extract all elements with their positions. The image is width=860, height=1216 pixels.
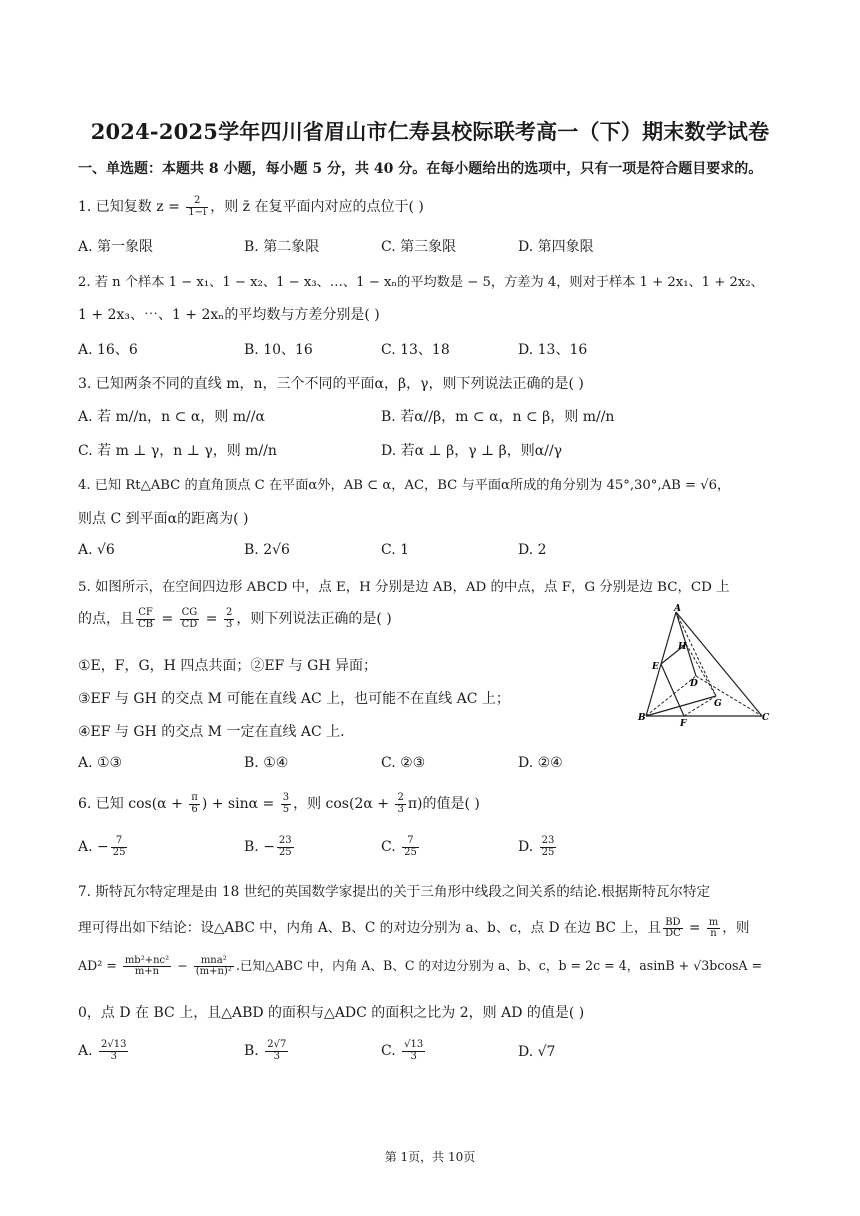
question-7-line3: AD² = $\frac{\text{mb²+nc²}}{m+n}$ − $\frac{\text{mna²}}{\text{(m+n)²}}$ .已知△ABC 中，内角 A、B、C 的对边分别为 a、b、c，b = 2c = 4，asinB + √3bcosA = [78, 954, 763, 977]
question-4-line2: 则点 C 到平面α的距离为( ) [78, 511, 249, 527]
fraction: $\frac{\pi}{6}$ [191, 792, 198, 815]
option-d[interactable]: D. 13、16 [518, 342, 588, 358]
option-c[interactable]: C. 第三象限 [381, 239, 457, 255]
option-b[interactable]: B. − $\frac{23}{25}$ [244, 835, 292, 858]
question-5: 5. 如图所示，在空间四边形 ABCD 中，点 E，H 分别是边 AB，AD 的中点，点 F，G 分别是边 BC，CD 上 [78, 580, 730, 595]
option-b[interactable]: B. 若α//β，m ⊂ α，n ⊂ β，则 m//n [381, 409, 615, 425]
option-b[interactable]: B. ①④ [244, 755, 289, 771]
question-2-line2: 1 + 2x₃、⋯、1 + 2xₙ的平均数与方差分别是( ) [78, 307, 380, 323]
option-a[interactable]: A. 若 m//n，n ⊂ α，则 m//α [78, 409, 265, 425]
option-d[interactable]: D. ②④ [518, 755, 563, 771]
statement-2: ③EF 与 GH 的交点 M 可能在直线 AC 上，也可能不在直线 AC 上； [78, 691, 510, 707]
label-f: F [680, 719, 687, 728]
question-4: 4. 已知 Rt△ABC 的直角顶点 C 在平面α外，AB ⊂ α，AC，BC 与平面α所成的角分别为 45°,30°,AB = √6， [78, 478, 731, 493]
label-a: A [674, 604, 681, 614]
question-3: 3. 已知两条不同的直线 m，n，三个不同的平面α，β，γ，则下列说法正确的是( ) [78, 376, 584, 392]
option-d[interactable]: D. √7 [518, 1044, 556, 1060]
option-d[interactable]: D. $\frac{23}{25}$ [518, 835, 555, 858]
option-a[interactable]: A. 16、6 [78, 342, 138, 358]
label-c: C [762, 713, 770, 723]
question-text: ，则 z̄ 在复平面内对应的点位于( ) [210, 199, 424, 215]
option-b[interactable]: B. $\frac{2√7}{3}$ [244, 1039, 287, 1062]
page-footer: 第 1页，共 10页 [384, 1150, 476, 1164]
statement-1: ①E，F，G，H 四点共面；②EF 与 GH 异面； [78, 658, 378, 674]
question-1 [78, 196, 424, 218]
option-c[interactable]: C. 13、18 [381, 342, 450, 358]
fraction: $\frac{2}{3}$ [225, 607, 233, 630]
fraction: $\frac{3}{5}$ [282, 792, 290, 815]
option-d[interactable]: D. 第四象限 [518, 239, 594, 255]
option-c[interactable]: C. 1 [381, 542, 410, 558]
option-a[interactable]: A. − $\frac{7}{25}$ [78, 835, 126, 858]
fraction: $\frac{CF}{CB}$ [138, 607, 153, 630]
option-b[interactable]: B. 10、16 [244, 342, 313, 358]
fraction: $\frac{2}{3}$ [397, 792, 404, 815]
label-d: D [690, 679, 698, 689]
fraction: $\frac{m}{n}$ [708, 916, 719, 939]
label-e: E [652, 662, 659, 672]
option-a[interactable]: A. $\frac{2√13}{3}$ [78, 1039, 127, 1062]
option-b[interactable]: B. 2√6 [244, 542, 290, 558]
option-b[interactable]: B. 第二象限 [244, 239, 320, 255]
question-7: 7. 斯特瓦尔特定理是由 18 世纪的英国数学家提出的关于三角形中线段之间关系的结论.根据斯特瓦尔特定 [78, 884, 711, 900]
option-d[interactable]: D. 若α ⊥ β，γ ⊥ β，则α//γ [381, 443, 563, 459]
option-a[interactable]: A. 第一象限 [78, 239, 154, 255]
option-c[interactable]: C. 若 m ⊥ γ，n ⊥ γ，则 m//n [78, 443, 277, 459]
option-c[interactable]: C. ②③ [381, 755, 426, 771]
label-b: B [638, 713, 646, 723]
fraction: $\frac{\text{mb²+nc²}}{m+n}$ [124, 954, 170, 977]
fraction: $\frac{BD}{DC}$ [665, 916, 681, 939]
question-5-line2: 的点，且 $\frac{CF}{CB}$ = $\frac{CG}{CD}$ = $\frac{2}{3}$ ，则下列说法正确的是( ) [78, 607, 392, 630]
option-a[interactable]: A. √6 [78, 542, 115, 558]
option-a[interactable]: A. ①③ [78, 755, 123, 771]
statement-3: ④EF 与 GH 的交点 M 一定在直线 AC 上. [78, 724, 345, 740]
fraction: $\frac{2}{1-i}$ [188, 195, 207, 218]
page-title: 2024-2025学年四川省眉山市仁寿县校际联考高一（下）期末数学试卷 [90, 119, 770, 144]
label-h: H [678, 642, 687, 652]
tetrahedron-figure [634, 604, 774, 728]
question-7-line4: 0，点 D 在 BC 上，且△ABD 的面积与△ADC 的面积之比为 2，则 AD 的值是( ) [78, 1005, 585, 1021]
label-g: G [714, 699, 722, 709]
option-c[interactable]: C. $\frac{√13}{3}$ [381, 1039, 424, 1062]
option-c[interactable]: C. $\frac{7}{25}$ [381, 835, 417, 858]
fraction: $\frac{\text{mna²}}{\text{(m+n)²}}$ [195, 954, 232, 977]
question-text: 1. 已知复数 z = [78, 199, 185, 215]
question-2: 2. 若 n 个样本 1 − x₁、1 − x₂、1 − x₃、…、1 − xₙ的平均数是 − 5，方差为 4，则对于样本 1 + 2x₁、1 + 2x₂、 [78, 275, 764, 290]
fraction: $\frac{CG}{CD}$ [181, 607, 198, 630]
section-heading: 一、单选题：本题共 8 小题，每小题 5 分，共 40 分。在每小题给出的选项中，只有一项是符合题目要求的。 [78, 161, 763, 177]
option-d[interactable]: D. 2 [518, 542, 547, 558]
question-6: 6. 已知 cos(α + $\frac{\pi}{6}$ ) + sinα = $\frac{3}{5}$ ，则 cos(2α + $\frac{2}{3}$ π)的值是( ) [78, 792, 480, 815]
question-7-line2: 理可得出如下结论：设△ABC 中，内角 A、B、C 的对边分别为 a、b、c，点 D 在边 BC 上，且 $\frac{BD}{DC}$ = $\frac{m}{n}$ ，则 [78, 916, 750, 939]
